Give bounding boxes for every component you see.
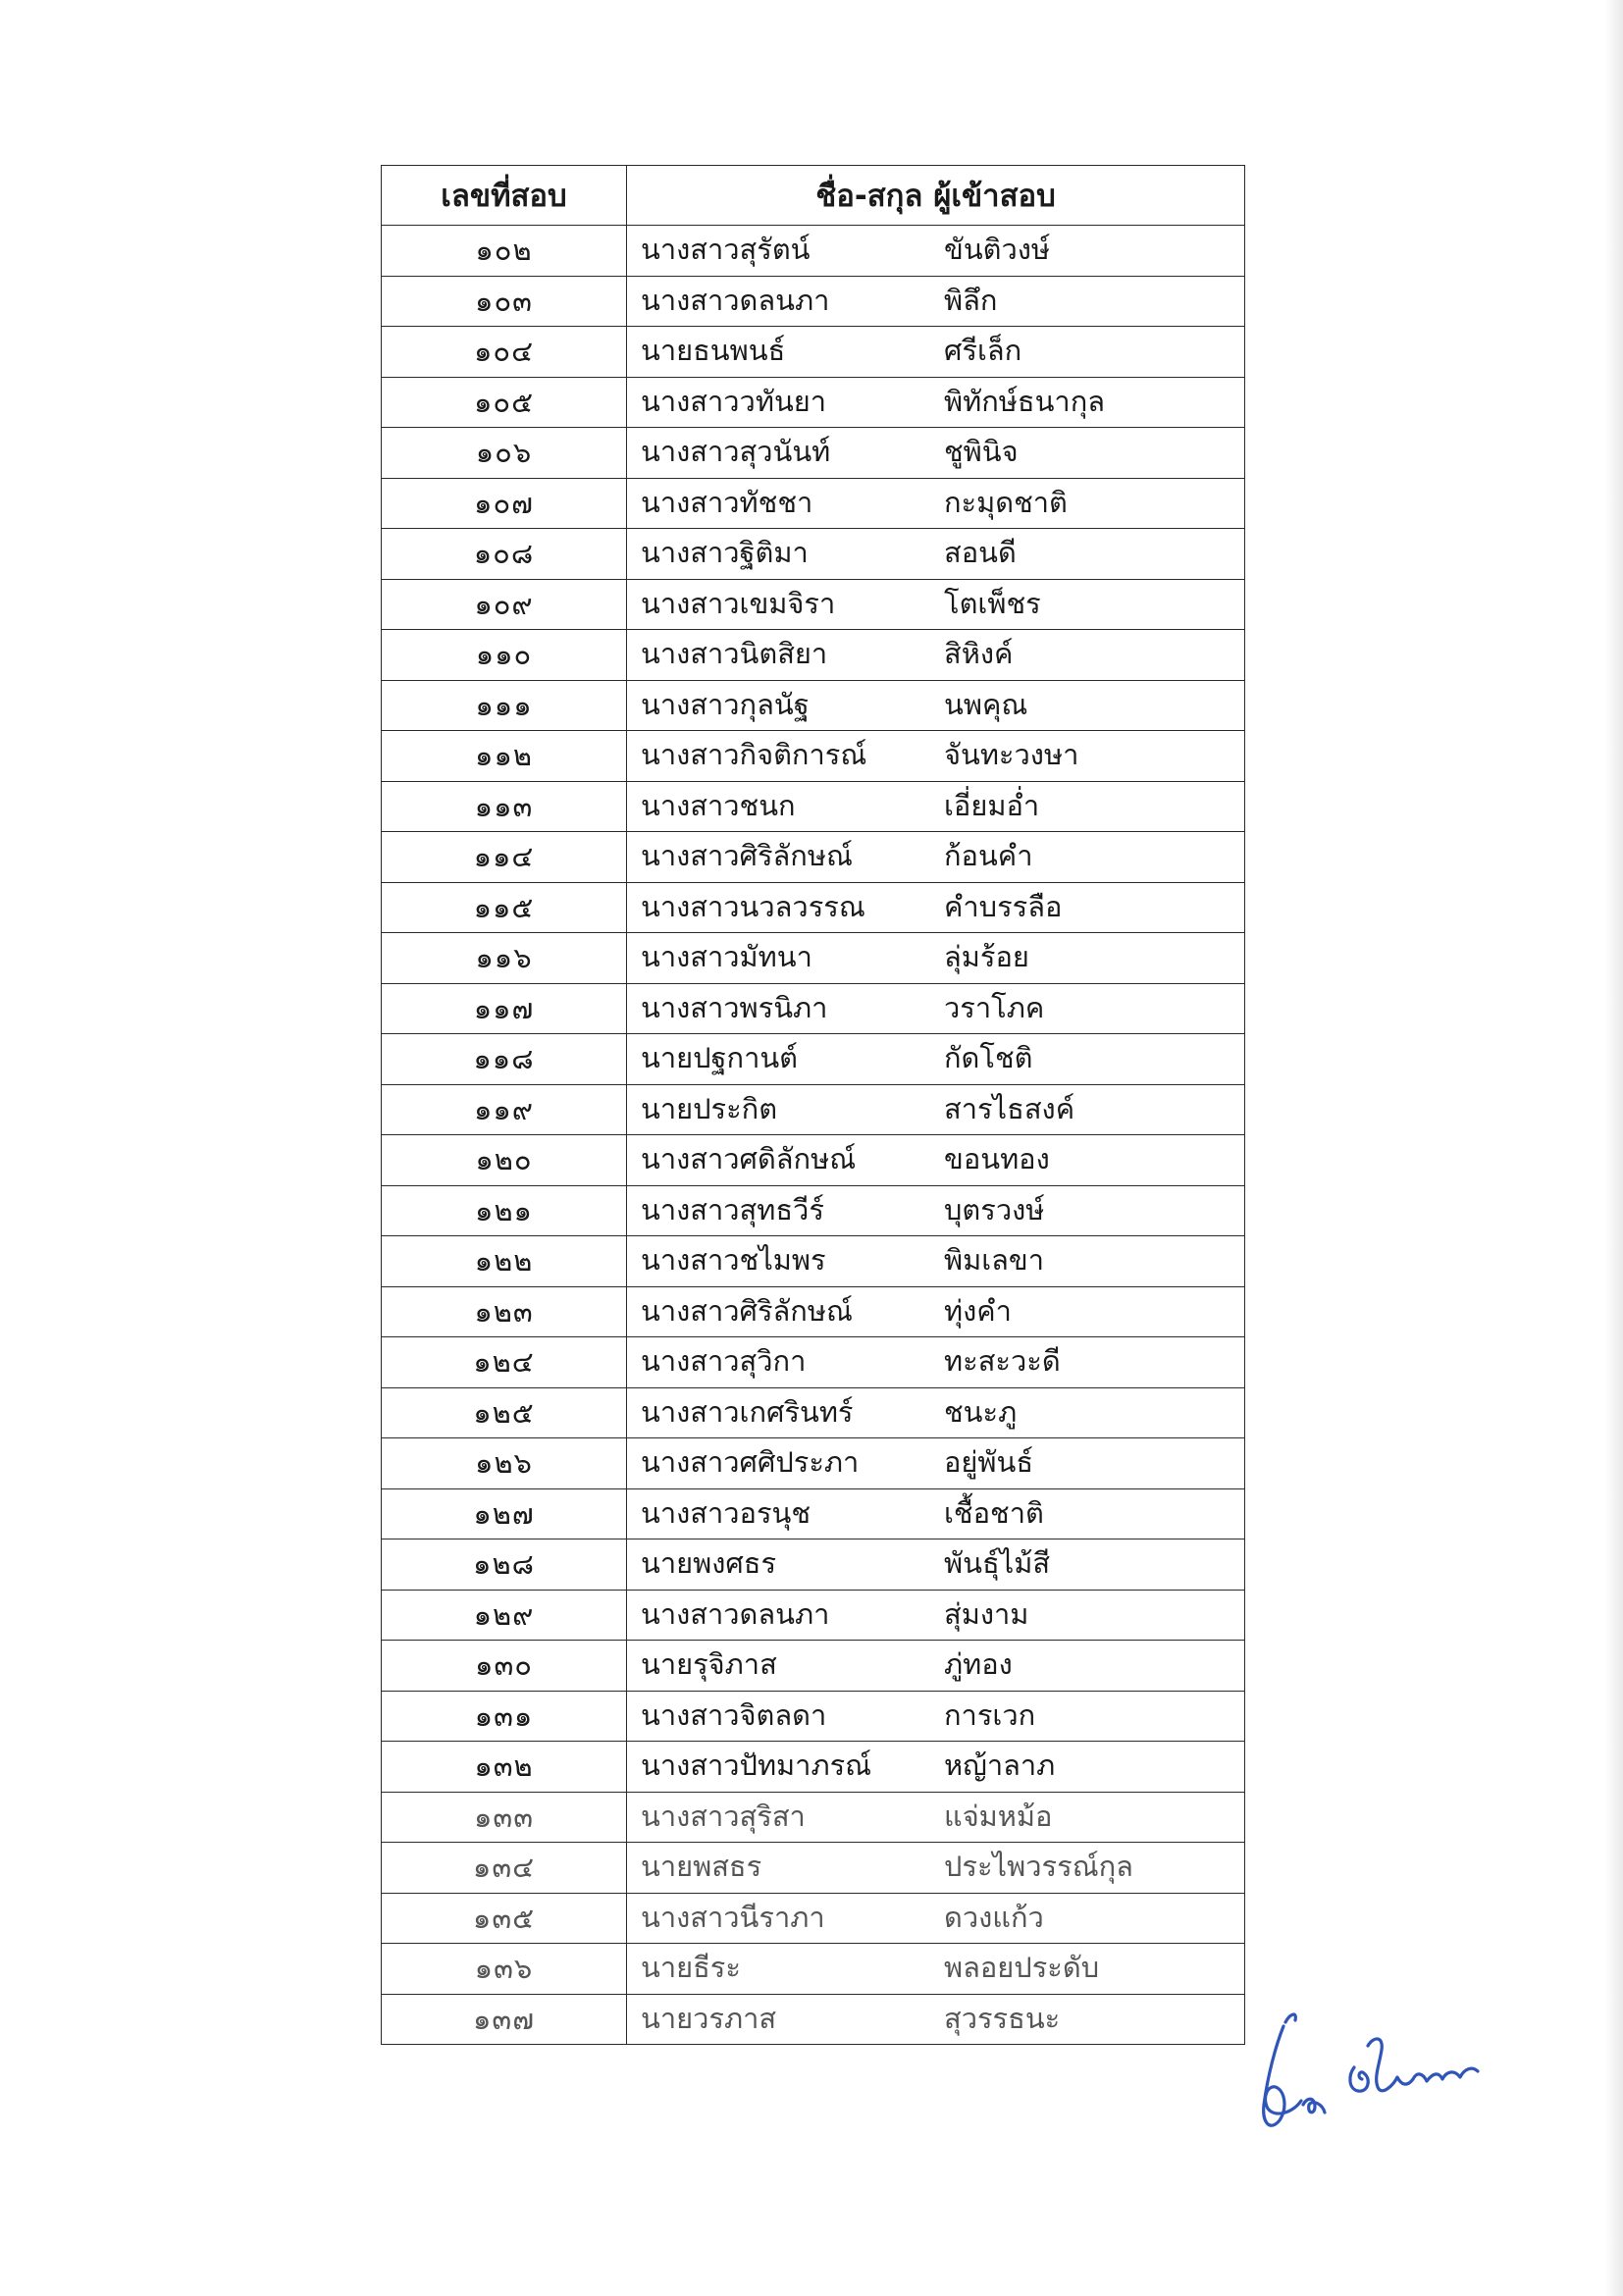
last-name: สอนดี — [944, 536, 1017, 570]
table-row — [382, 1590, 1245, 1641]
exam-number-cell: ๑๐๖ — [382, 428, 627, 479]
table-row — [382, 1691, 1245, 1742]
first-name: นางสาวศิริลักษณ์ — [641, 839, 853, 873]
exam-number-cell: ๑๑๖ — [382, 933, 627, 984]
first-name: นางสาววทันยา — [641, 384, 827, 418]
exam-number-cell: ๑๐๒ — [382, 226, 627, 277]
first-name: นางสาวศดิลักษณ์ — [641, 1142, 857, 1176]
first-name: นางสาวมัทนา — [641, 940, 812, 974]
last-name: จันทะวงษา — [944, 738, 1079, 772]
first-name: นางสาวพรนิภา — [641, 990, 828, 1024]
signature-stroke — [1285, 2014, 1295, 2022]
exam-number-cell: ๑๒๗ — [382, 1488, 627, 1539]
examinee-name-cell — [627, 1590, 1245, 1641]
last-name: ศรีเล็ก — [944, 334, 1022, 368]
examinee-name-cell — [627, 1994, 1245, 2045]
last-name: สุ่มงาม — [944, 1596, 1029, 1631]
table-row — [382, 882, 1245, 933]
table-row — [382, 529, 1245, 580]
exam-number-cell: ๑๓๑ — [382, 1691, 627, 1742]
last-name: เอี่ยมอ่ำ — [944, 788, 1040, 822]
last-name: หญ้าลาภ — [944, 1748, 1056, 1783]
table-row — [382, 1488, 1245, 1539]
examinee-name-cell — [627, 327, 1245, 378]
examinee-name-cell — [627, 226, 1245, 277]
exam-number-cell: ๑๐๙ — [382, 579, 627, 630]
first-name: นายวรภาส — [641, 2001, 777, 2035]
examinee-name-cell — [627, 832, 1245, 883]
last-name: กะมุดชาติ — [944, 485, 1068, 519]
first-name: นางสาวศศิประภา — [641, 1445, 860, 1480]
first-name: นางสาวดลนภา — [641, 283, 830, 317]
first-name: นางสาวจิตลดา — [641, 1697, 827, 1732]
table-row — [382, 1034, 1245, 1085]
exam-number-cell: ๑๓๕ — [382, 1893, 627, 1944]
table-row — [382, 1944, 1245, 1995]
exam-number-cell: ๑๑๗ — [382, 983, 627, 1034]
exam-number-cell: ๑๒๒ — [382, 1236, 627, 1287]
examinee-name-cell — [627, 1792, 1245, 1843]
exam-number-cell: ๑๑๑ — [382, 680, 627, 731]
table-row — [382, 428, 1245, 479]
examinee-name-cell — [627, 1236, 1245, 1287]
first-name: นายธีระ — [641, 1951, 741, 1985]
last-name: ก้อนคำ — [944, 839, 1033, 873]
examinee-name-cell — [627, 1488, 1245, 1539]
first-name: นางสาวทัชชา — [641, 485, 813, 519]
last-name: ขันติวงษ์ — [944, 233, 1051, 267]
table-row — [382, 276, 1245, 327]
examinee-name-cell — [627, 731, 1245, 782]
first-name: นางสาวเขมจิรา — [641, 586, 836, 620]
last-name: ทะสะวะดี — [944, 1344, 1061, 1379]
examinee-name-cell — [627, 529, 1245, 580]
table-row — [382, 1641, 1245, 1692]
examinee-name-cell — [627, 1691, 1245, 1742]
table-row — [382, 1792, 1245, 1843]
table-row — [382, 983, 1245, 1034]
first-name: นางสาวสุวนันท์ — [641, 435, 831, 469]
exam-number-cell: ๑๓๔ — [382, 1843, 627, 1894]
exam-number-cell: ๑๒๔ — [382, 1337, 627, 1388]
last-name: การเวก — [944, 1697, 1036, 1732]
examinee-name-cell — [627, 1387, 1245, 1438]
signature-stroke — [1264, 2026, 1301, 2125]
first-name: นางสาวดลนภา — [641, 1596, 830, 1631]
last-name: ชูพินิจ — [944, 435, 1019, 469]
first-name: นางสาวสุริสา — [641, 1799, 806, 1833]
exam-number-cell: ๑๑๒ — [382, 731, 627, 782]
first-name: นางสาวอรนุช — [641, 1495, 812, 1530]
table-row — [382, 226, 1245, 277]
table-row — [382, 933, 1245, 984]
examinee-name-cell — [627, 1185, 1245, 1236]
exam-number-cell: ๑๑๙ — [382, 1084, 627, 1135]
table-row — [382, 327, 1245, 378]
first-name: นางสาวชไมพร — [641, 1243, 826, 1278]
last-name: พิทักษ์ธนากุล — [944, 384, 1106, 418]
last-name: ทุ่งคำ — [944, 1293, 1012, 1328]
examinee-name-cell — [627, 1286, 1245, 1337]
last-name: สุวรรธนะ — [944, 2001, 1061, 2035]
last-name: อยู่พันธ์ — [944, 1445, 1034, 1480]
examinee-name-cell — [627, 377, 1245, 428]
handwritten-signature — [1246, 2007, 1492, 2144]
last-name: ดวงแก้ว — [944, 1900, 1044, 1934]
signature-stroke — [1368, 2039, 1478, 2091]
last-name: ลุ่มร้อย — [944, 940, 1029, 974]
last-name: ชนะภู — [944, 1394, 1018, 1429]
last-name: สิหิงค์ — [944, 637, 1014, 671]
table-row — [382, 1893, 1245, 1944]
examinee-name-cell — [627, 983, 1245, 1034]
first-name: นางสาวสุทธวีร์ — [641, 1192, 824, 1226]
last-name: พลอยประดับ — [944, 1951, 1100, 1985]
examinee-name-cell — [627, 1034, 1245, 1085]
examinee-name-cell — [627, 276, 1245, 327]
examinee-name-cell — [627, 1539, 1245, 1591]
last-name: วราโภค — [944, 990, 1045, 1024]
table-row — [382, 579, 1245, 630]
table-row — [382, 1286, 1245, 1337]
exam-number-cell: ๑๒๘ — [382, 1539, 627, 1591]
exam-number-cell: ๑๑๘ — [382, 1034, 627, 1085]
last-name: ประไพวรรณ์กุล — [944, 1850, 1133, 1884]
first-name: นายรุจิภาส — [641, 1647, 777, 1682]
last-name: พันธุ์ไม้สี — [944, 1546, 1051, 1581]
table-header-row — [382, 166, 1245, 226]
header-full-name: ชื่อ-สกุล ผู้เข้าสอบ — [627, 166, 1245, 226]
examinee-name-cell — [627, 1084, 1245, 1135]
first-name: นายพงศธร — [641, 1546, 777, 1581]
exam-number-cell: ๑๓๗ — [382, 1994, 627, 2045]
exam-number-cell: ๑๐๘ — [382, 529, 627, 580]
exam-number-cell: ๑๑๐ — [382, 630, 627, 681]
table-row — [382, 832, 1245, 883]
table-body — [382, 226, 1245, 2045]
table-row — [382, 781, 1245, 832]
examinee-name-cell — [627, 579, 1245, 630]
first-name: นางสาวนิตสิยา — [641, 637, 828, 671]
examinee-name-cell — [627, 1337, 1245, 1388]
exam-number-cell: ๑๑๔ — [382, 832, 627, 883]
table-row — [382, 377, 1245, 428]
page-edge-shadow — [1605, 0, 1623, 2296]
table-row — [382, 1084, 1245, 1135]
examinee-name-cell — [627, 1893, 1245, 1944]
first-name: นางสาวสุวิกา — [641, 1344, 807, 1379]
examinee-name-cell — [627, 781, 1245, 832]
first-name: นางสาวกุลนัฐ — [641, 687, 810, 721]
signature-stroke — [1350, 2067, 1368, 2091]
table-row — [382, 1236, 1245, 1287]
examinee-name-cell — [627, 882, 1245, 933]
last-name: พิลึก — [944, 283, 998, 317]
table-row — [382, 1387, 1245, 1438]
last-name: นพคุณ — [944, 687, 1028, 721]
first-name: นายประกิต — [641, 1091, 778, 1125]
table-row — [382, 731, 1245, 782]
last-name: เชื้อชาติ — [944, 1495, 1044, 1530]
last-name: พิมเลขา — [944, 1243, 1045, 1278]
last-name: ภู่ทอง — [944, 1647, 1013, 1682]
exam-number-cell: ๑๒๓ — [382, 1286, 627, 1337]
last-name: ขอนทอง — [944, 1142, 1050, 1176]
exam-number-cell: ๑๒๕ — [382, 1387, 627, 1438]
table-row — [382, 1843, 1245, 1894]
examinee-name-cell — [627, 630, 1245, 681]
examinee-name-cell — [627, 1742, 1245, 1793]
last-name: แจ่มหม้อ — [944, 1799, 1053, 1833]
examinee-name-cell — [627, 1944, 1245, 1995]
table-row — [382, 1135, 1245, 1186]
table-row — [382, 1438, 1245, 1489]
first-name: นางสาวกิจติการณ์ — [641, 738, 867, 772]
examinee-name-cell — [627, 933, 1245, 984]
exam-number-cell: ๑๓๒ — [382, 1742, 627, 1793]
examinee-name-cell — [627, 1641, 1245, 1692]
first-name: นายปฐกานต์ — [641, 1041, 799, 1075]
last-name: คำบรรลือ — [944, 889, 1063, 923]
exam-number-cell: ๑๓๖ — [382, 1944, 627, 1995]
examinee-name-cell — [627, 1438, 1245, 1489]
first-name: นายพสธร — [641, 1850, 762, 1884]
table-row — [382, 1994, 1245, 2045]
table-row — [382, 1337, 1245, 1388]
header-exam-number: เลขที่สอบ — [382, 166, 627, 226]
exam-number-cell: ๑๒๖ — [382, 1438, 627, 1489]
exam-number-cell: ๑๓๓ — [382, 1792, 627, 1843]
exam-number-cell: ๑๒๐ — [382, 1135, 627, 1186]
table-row — [382, 630, 1245, 681]
table-row — [382, 478, 1245, 529]
last-name: กัดโชติ — [944, 1041, 1033, 1075]
last-name: บุตรวงษ์ — [944, 1192, 1045, 1226]
exam-number-cell: ๑๒๙ — [382, 1590, 627, 1641]
first-name: นางสาวปัทมาภรณ์ — [641, 1748, 872, 1783]
exam-number-cell: ๑๐๗ — [382, 478, 627, 529]
first-name: นายธนพนธ์ — [641, 334, 786, 368]
first-name: นางสาวชนก — [641, 788, 796, 822]
examinee-name-cell — [627, 1135, 1245, 1186]
table-row — [382, 1742, 1245, 1793]
first-name: นางสาวฐิติมา — [641, 536, 809, 570]
signature-stroke — [1303, 2099, 1325, 2113]
first-name: นางสาวสุรัตน์ — [641, 233, 811, 267]
exam-number-cell: ๑๐๓ — [382, 276, 627, 327]
table-row — [382, 1539, 1245, 1591]
first-name: นางสาวเกศรินทร์ — [641, 1394, 854, 1429]
exam-number-cell: ๑๐๕ — [382, 377, 627, 428]
examinee-name-cell — [627, 680, 1245, 731]
exam-number-cell: ๑๒๑ — [382, 1185, 627, 1236]
first-name: นางสาวนีราภา — [641, 1900, 825, 1934]
examinee-name-cell — [627, 428, 1245, 479]
first-name: นางสาวนวลวรรณ — [641, 889, 865, 923]
last-name: โตเพ็ชร — [944, 586, 1041, 620]
examinee-table — [381, 165, 1245, 2045]
exam-number-cell: ๑๓๐ — [382, 1641, 627, 1692]
last-name: สารไธสงค์ — [944, 1091, 1075, 1125]
exam-number-cell: ๑๐๔ — [382, 327, 627, 378]
first-name: นางสาวศิริลักษณ์ — [641, 1293, 853, 1328]
table-row — [382, 1185, 1245, 1236]
exam-number-cell: ๑๑๓ — [382, 781, 627, 832]
examinee-name-cell — [627, 1843, 1245, 1894]
exam-number-cell: ๑๑๕ — [382, 882, 627, 933]
examinee-name-cell — [627, 478, 1245, 529]
table-row — [382, 680, 1245, 731]
